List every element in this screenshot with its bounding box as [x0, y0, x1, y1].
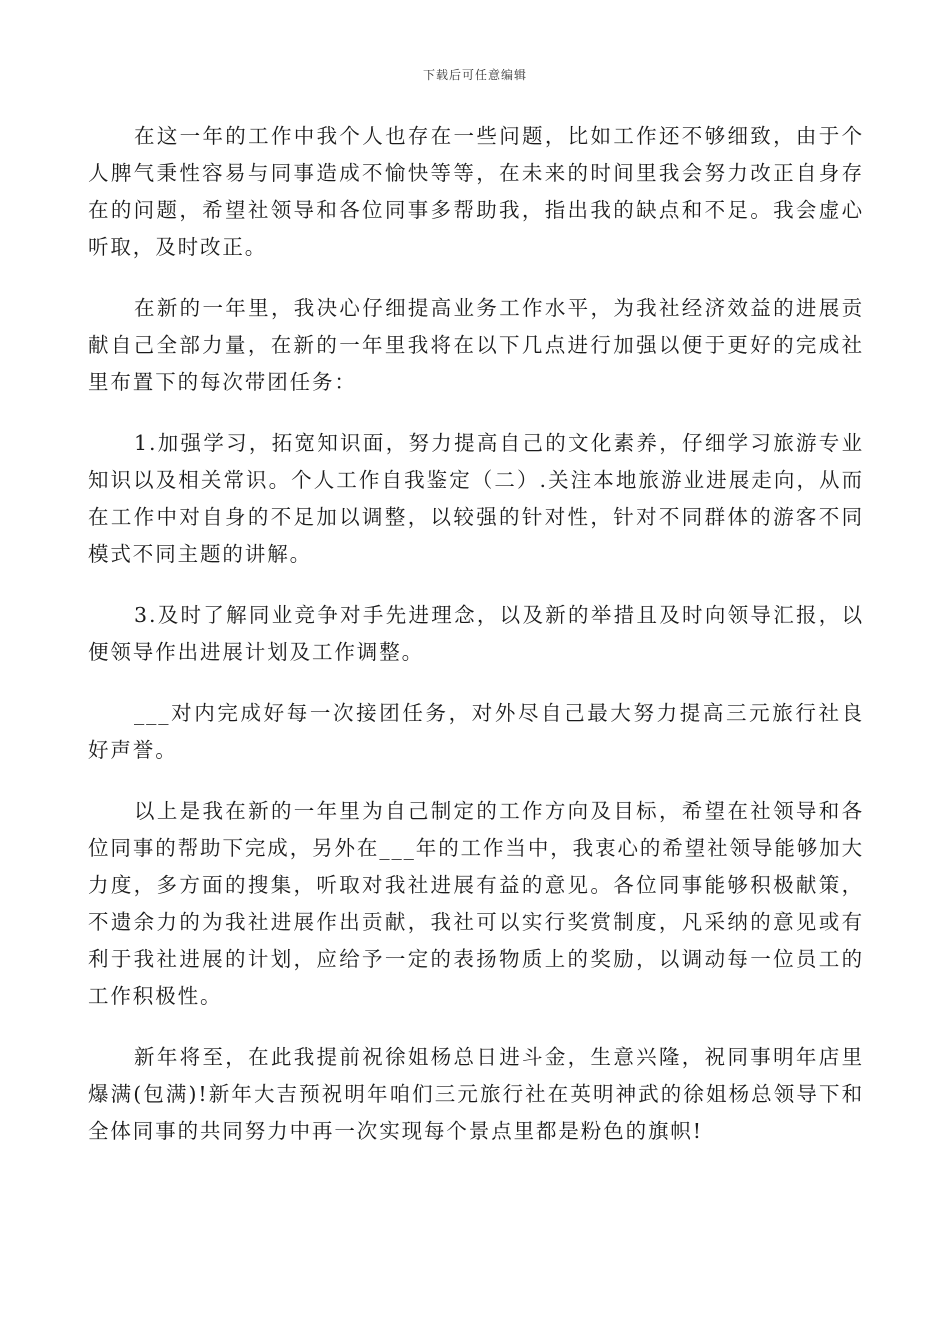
header-note: 下载后可任意编辑 [422, 68, 527, 82]
paragraph-item-1: 1.加强学习，拓宽知识面，努力提高自己的文化素养，仔细学习旅游专业知识以及相关常识。个人工作自我鉴定（二）.关注本地旅游业进展走向，从而在工作中对自身的不足加以调整，以较强的针对性，针对不同群体的游客不同模式不同主题的讲解。 [88, 431, 864, 566]
paragraph-tasks: ___对内完成好每一次接团任务，对外尽自己最大努力提高三元旅行社良好声誉。 [88, 701, 864, 762]
document-body [88, 118, 864, 1174]
paragraph-new-year-goals: 在新的一年里，我决心仔细提高业务工作水平，为我社经济效益的进展贡献自己全部力量，在新的一年里我将在以下几点进行加强以便于更好的完成社里布置下的每次带团任务： [88, 296, 864, 394]
paragraph-problems: 在这一年的工作中我个人也存在一些问题，比如工作还不够细致，由于个人脾气秉性容易与同事造成不愉快等等，在未来的时间里我会努力改正自身存在的问题，希望社领导和各位同事多帮助我，指出我的缺点和不足。我会虚心听取，及时改正。 [88, 124, 864, 259]
paragraph-summary: 以上是我在新的一年里为自己制定的工作方向及目标，希望在社领导和各位同事的帮助下完成，另外在___年的工作当中，我衷心的希望社领导能够加大力度，多方面的搜集，听取对我社进展有益的意见。各位同事能够积极献策，不遗余力的为我社进展作出贡献，我社可以实行奖赏制度，凡采纳的意见或有利于我社进展的计划，应给予一定的表扬物质上的奖励，以调动每一位员工的工作积极性。 [88, 799, 864, 1008]
paragraph-item-3: 3.及时了解同业竞争对手先进理念，以及新的举措且及时向领导汇报，以便领导作出进展计划及工作调整。 [88, 603, 864, 664]
paragraph-wishes: 新年将至，在此我提前祝徐姐杨总日进斗金，生意兴隆，祝同事明年店里爆满(包满)!新年大吉预祝明年咱们三元旅行社在英明神武的徐姐杨总领导下和全体同事的共同努力中再一次实现每个景点里都是粉色的旗帜! [88, 1045, 864, 1143]
